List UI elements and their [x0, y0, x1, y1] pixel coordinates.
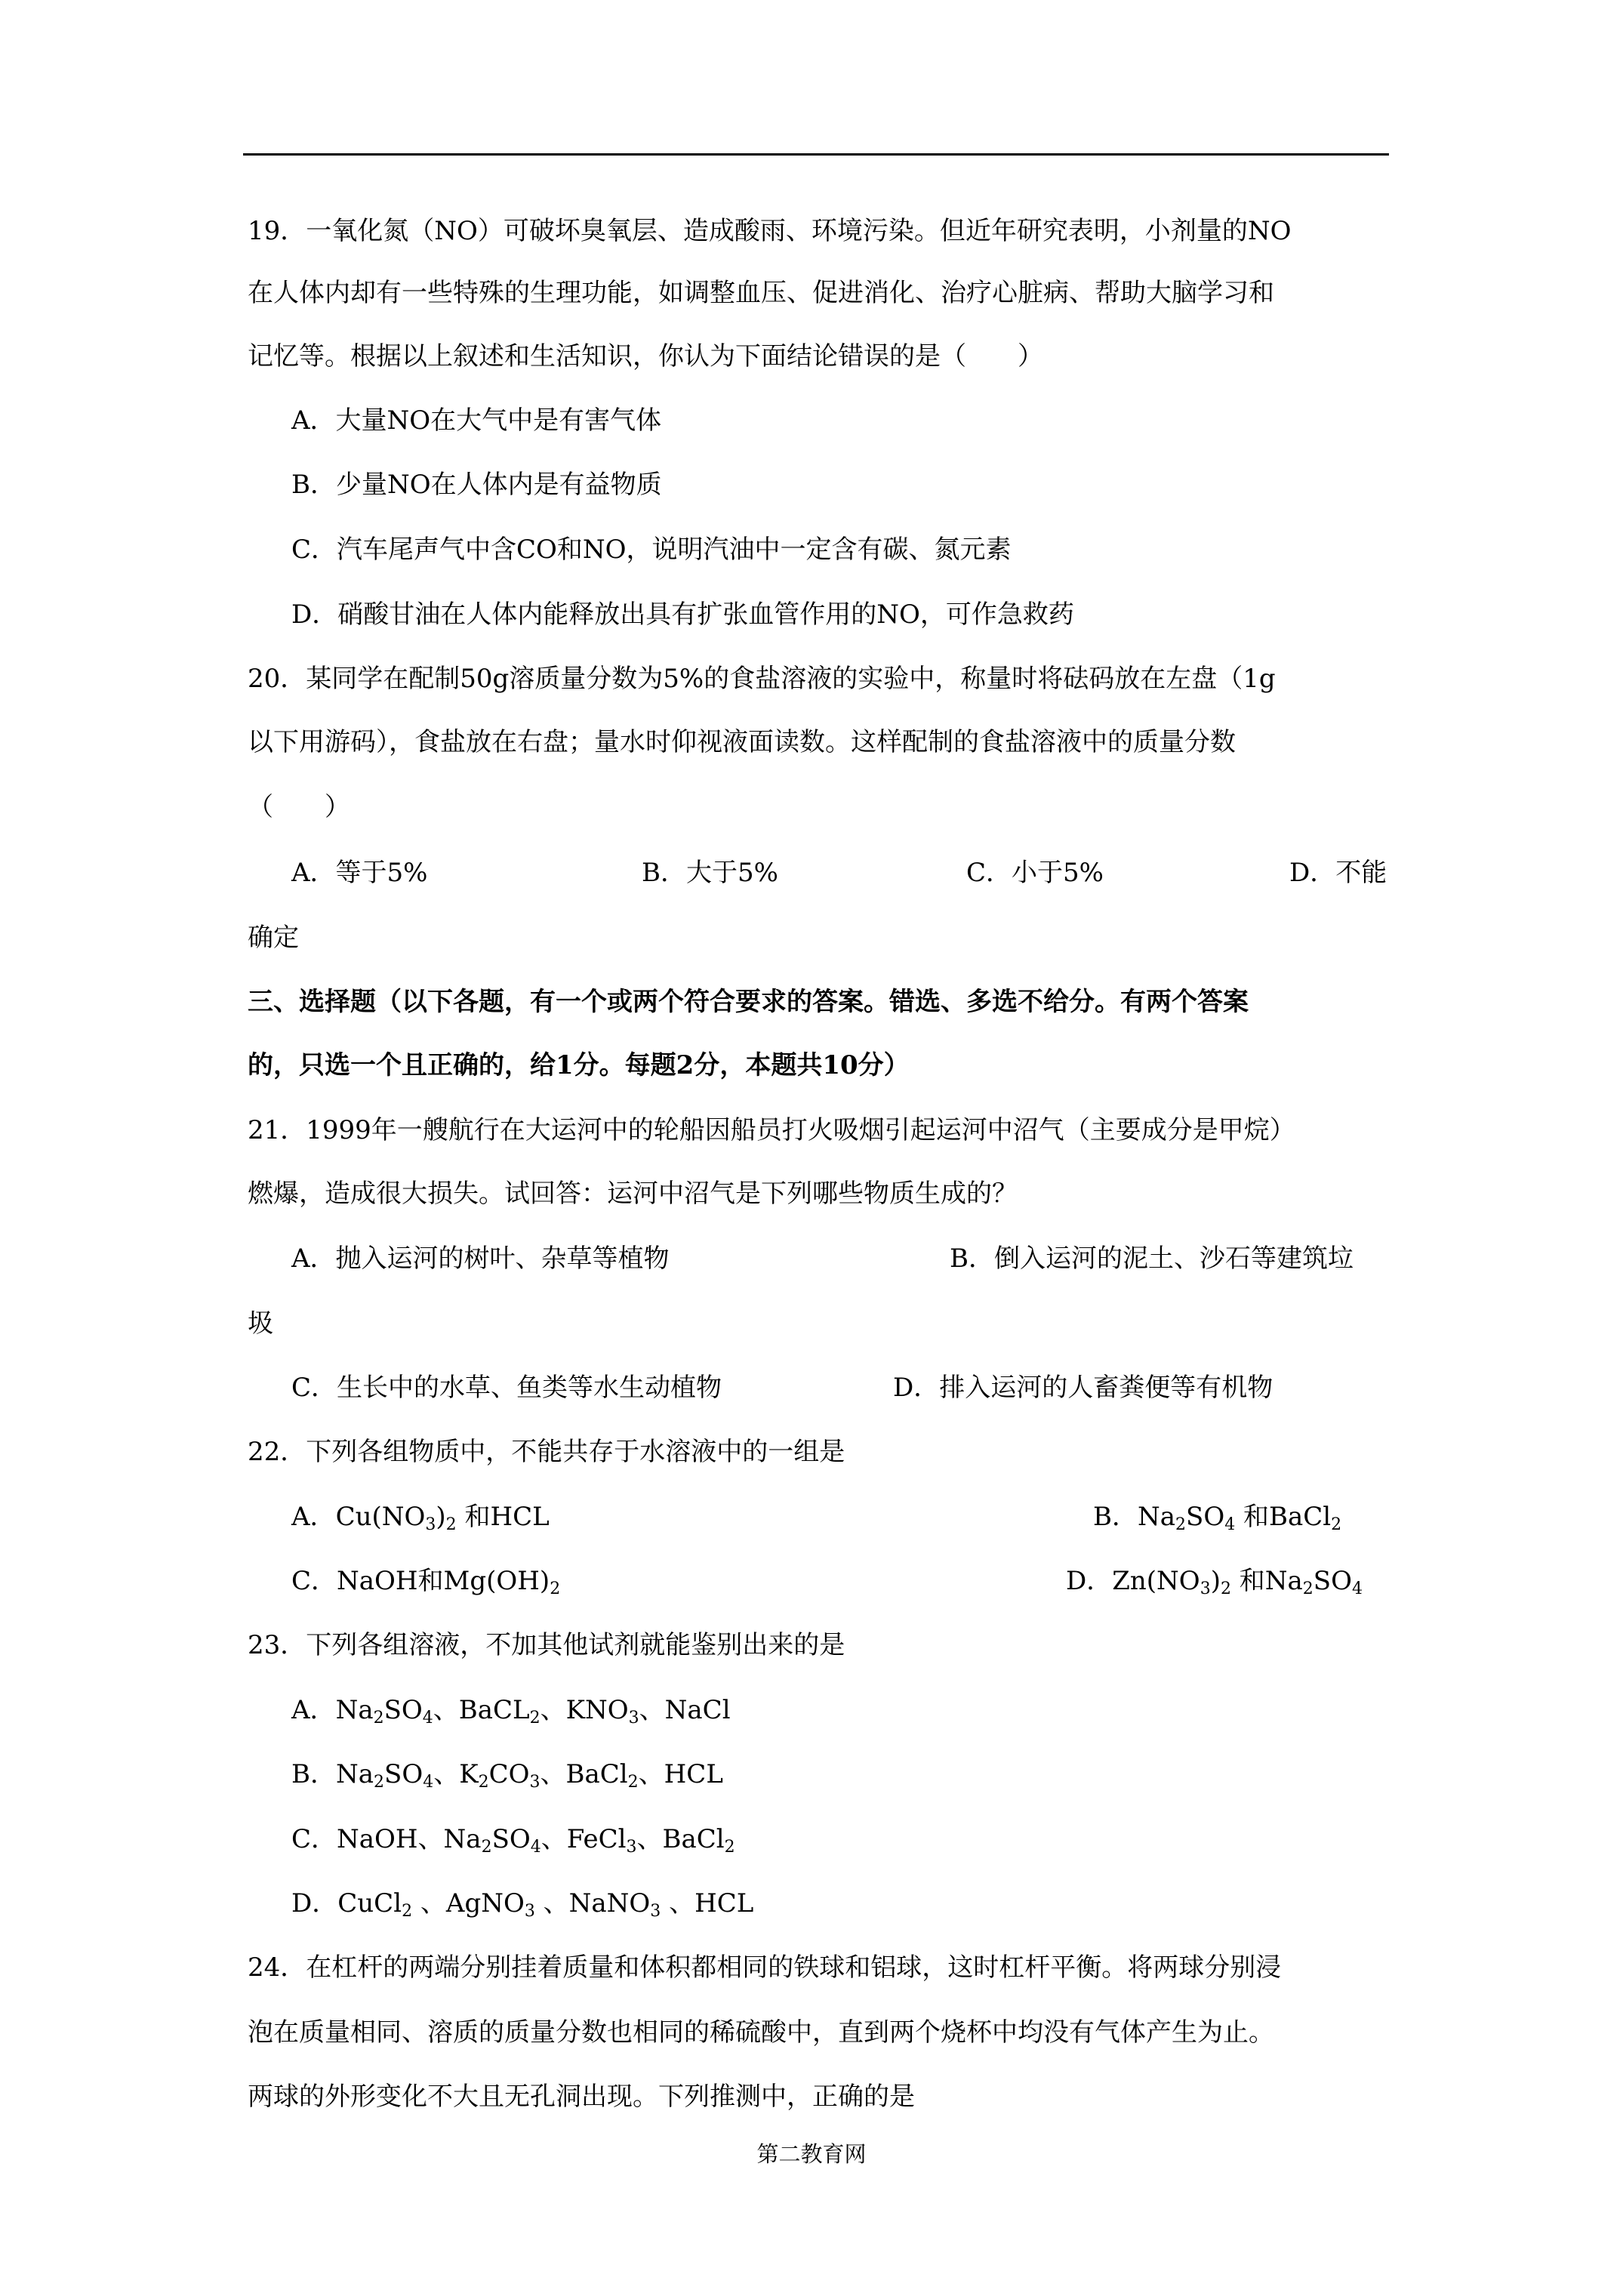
- section3-heading-line-2: 的，只选一个且正确的，给1分。每题2分，本题共10分）: [248, 1050, 910, 1080]
- q19-option-b: B．少量NO在人体内是有益物质: [291, 470, 662, 500]
- q20-option-b: B．大于5%: [642, 858, 778, 888]
- q24-stem-line-1: 24．在杠杆的两端分别挂着质量和体积都相同的铁球和铝球，这时杠杆平衡。将两球分别浸: [248, 1952, 1282, 1983]
- q22-option-c: C．NaOH和$Mg(OH)_2$: [291, 1566, 561, 1598]
- q20-option-d: D．不能: [1289, 858, 1387, 888]
- q22-option-b: B．$Na_2SO_4$ 和BaCl$_2$: [1093, 1502, 1342, 1534]
- q21-option-d: D．排入运河的人畜粪便等有机物: [893, 1373, 1273, 1403]
- q20-option-c: C．小于5%: [966, 858, 1104, 888]
- q21-option-a: A．抛入运河的树叶、杂草等植物: [291, 1244, 670, 1274]
- q23-option-b: B．$Na_2SO_4$、$K_2CO_3$、BaCl$_2$、HCL: [291, 1759, 723, 1792]
- header-rule: [243, 153, 1389, 156]
- q19-option-a: A．大量NO在大气中是有害气体: [291, 405, 662, 436]
- q22-option-d: D．$Zn(NO_3)_2$ 和$Na_2SO_4$: [1066, 1566, 1363, 1598]
- section3-heading-line-1: 三、选择题（以下各题，有一个或两个符合要求的答案。错选、多选不给分。有两个答案: [248, 987, 1249, 1017]
- q23-option-c: C．NaOH、$Na_2SO_4$、FeCl$_3$、BaCl$_2$: [291, 1824, 735, 1857]
- q19-stem-line-2: 在人体内却有一些特殊的生理功能，如调整血压、促进消化、治疗心脏病、帮助大脑学习和: [248, 278, 1274, 308]
- q20-option-d-continued: 确定: [248, 923, 299, 953]
- q21-stem-line-1: 21．1999年一艘航行在大运河中的轮船因船员打火吸烟引起运河中沼气（主要成分是甲烷）: [248, 1115, 1295, 1145]
- q23-option-a: A．$Na_2SO_4$、BaCL$_2$、$KNO_3$、NaCl: [291, 1695, 731, 1727]
- q20-stem-line-2: 以下用游码），食盐放在右盘；量水时仰视液面读数。这样配制的食盐溶液中的质量分数: [248, 727, 1236, 757]
- q20-option-a: A．等于5%: [291, 858, 428, 888]
- q24-stem-line-3: 两球的外形变化不大且无孔洞出现。下列推测中，正确的是: [248, 2082, 915, 2112]
- q23-stem: 23．下列各组溶液，不加其他试剂就能鉴别出来的是: [248, 1630, 845, 1660]
- q21-option-c: C．生长中的水草、鱼类等水生动植物: [291, 1373, 722, 1403]
- q19-stem-line-1: 19．一氧化氮（NO）可破坏臭氧层、造成酸雨、环境污染。但近年研究表明，小剂量的NO: [248, 216, 1292, 246]
- q21-option-b-continued: 圾: [248, 1308, 273, 1339]
- q20-stem-line-1: 20．某同学在配制50g溶质量分数为5%的食盐溶液的实验中，称量时将砝码放在左盘（1g: [248, 664, 1276, 694]
- q19-option-c: C．汽车尾声气中含CO和NO，说明汽油中一定含有碳、氮元素: [291, 535, 1012, 565]
- q21-option-b: B．倒入运河的泥土、沙石等建筑垃: [950, 1244, 1354, 1274]
- page-footer: 第二教育网: [756, 2141, 867, 2167]
- q19-option-d: D．硝酸甘油在人体内能释放出具有扩张血管作用的NO，可作急救药: [291, 599, 1074, 630]
- q24-stem-line-2: 泡在质量相同、溶质的质量分数也相同的稀硫酸中，直到两个烧杯中均没有气体产生为止。: [248, 2017, 1274, 2048]
- q23-option-d: D．CuCl$_2$ 、AgNO$_3$ 、NaNO$_3$ 、HCL: [291, 1888, 754, 1921]
- q19-stem-line-3: 记忆等。根据以上叙述和生活知识，你认为下面结论错误的是（ ）: [248, 341, 1043, 371]
- q22-option-a: A．$Cu(NO_3)_2$ 和HCL: [291, 1502, 550, 1534]
- q20-stem-line-3: （ ）: [248, 792, 350, 822]
- q21-stem-line-2: 燃爆，造成很大损失。试回答：运河中沼气是下列哪些物质生成的？: [248, 1179, 1018, 1209]
- q22-stem: 22．下列各组物质中，不能共存于水溶液中的一组是: [248, 1437, 845, 1467]
